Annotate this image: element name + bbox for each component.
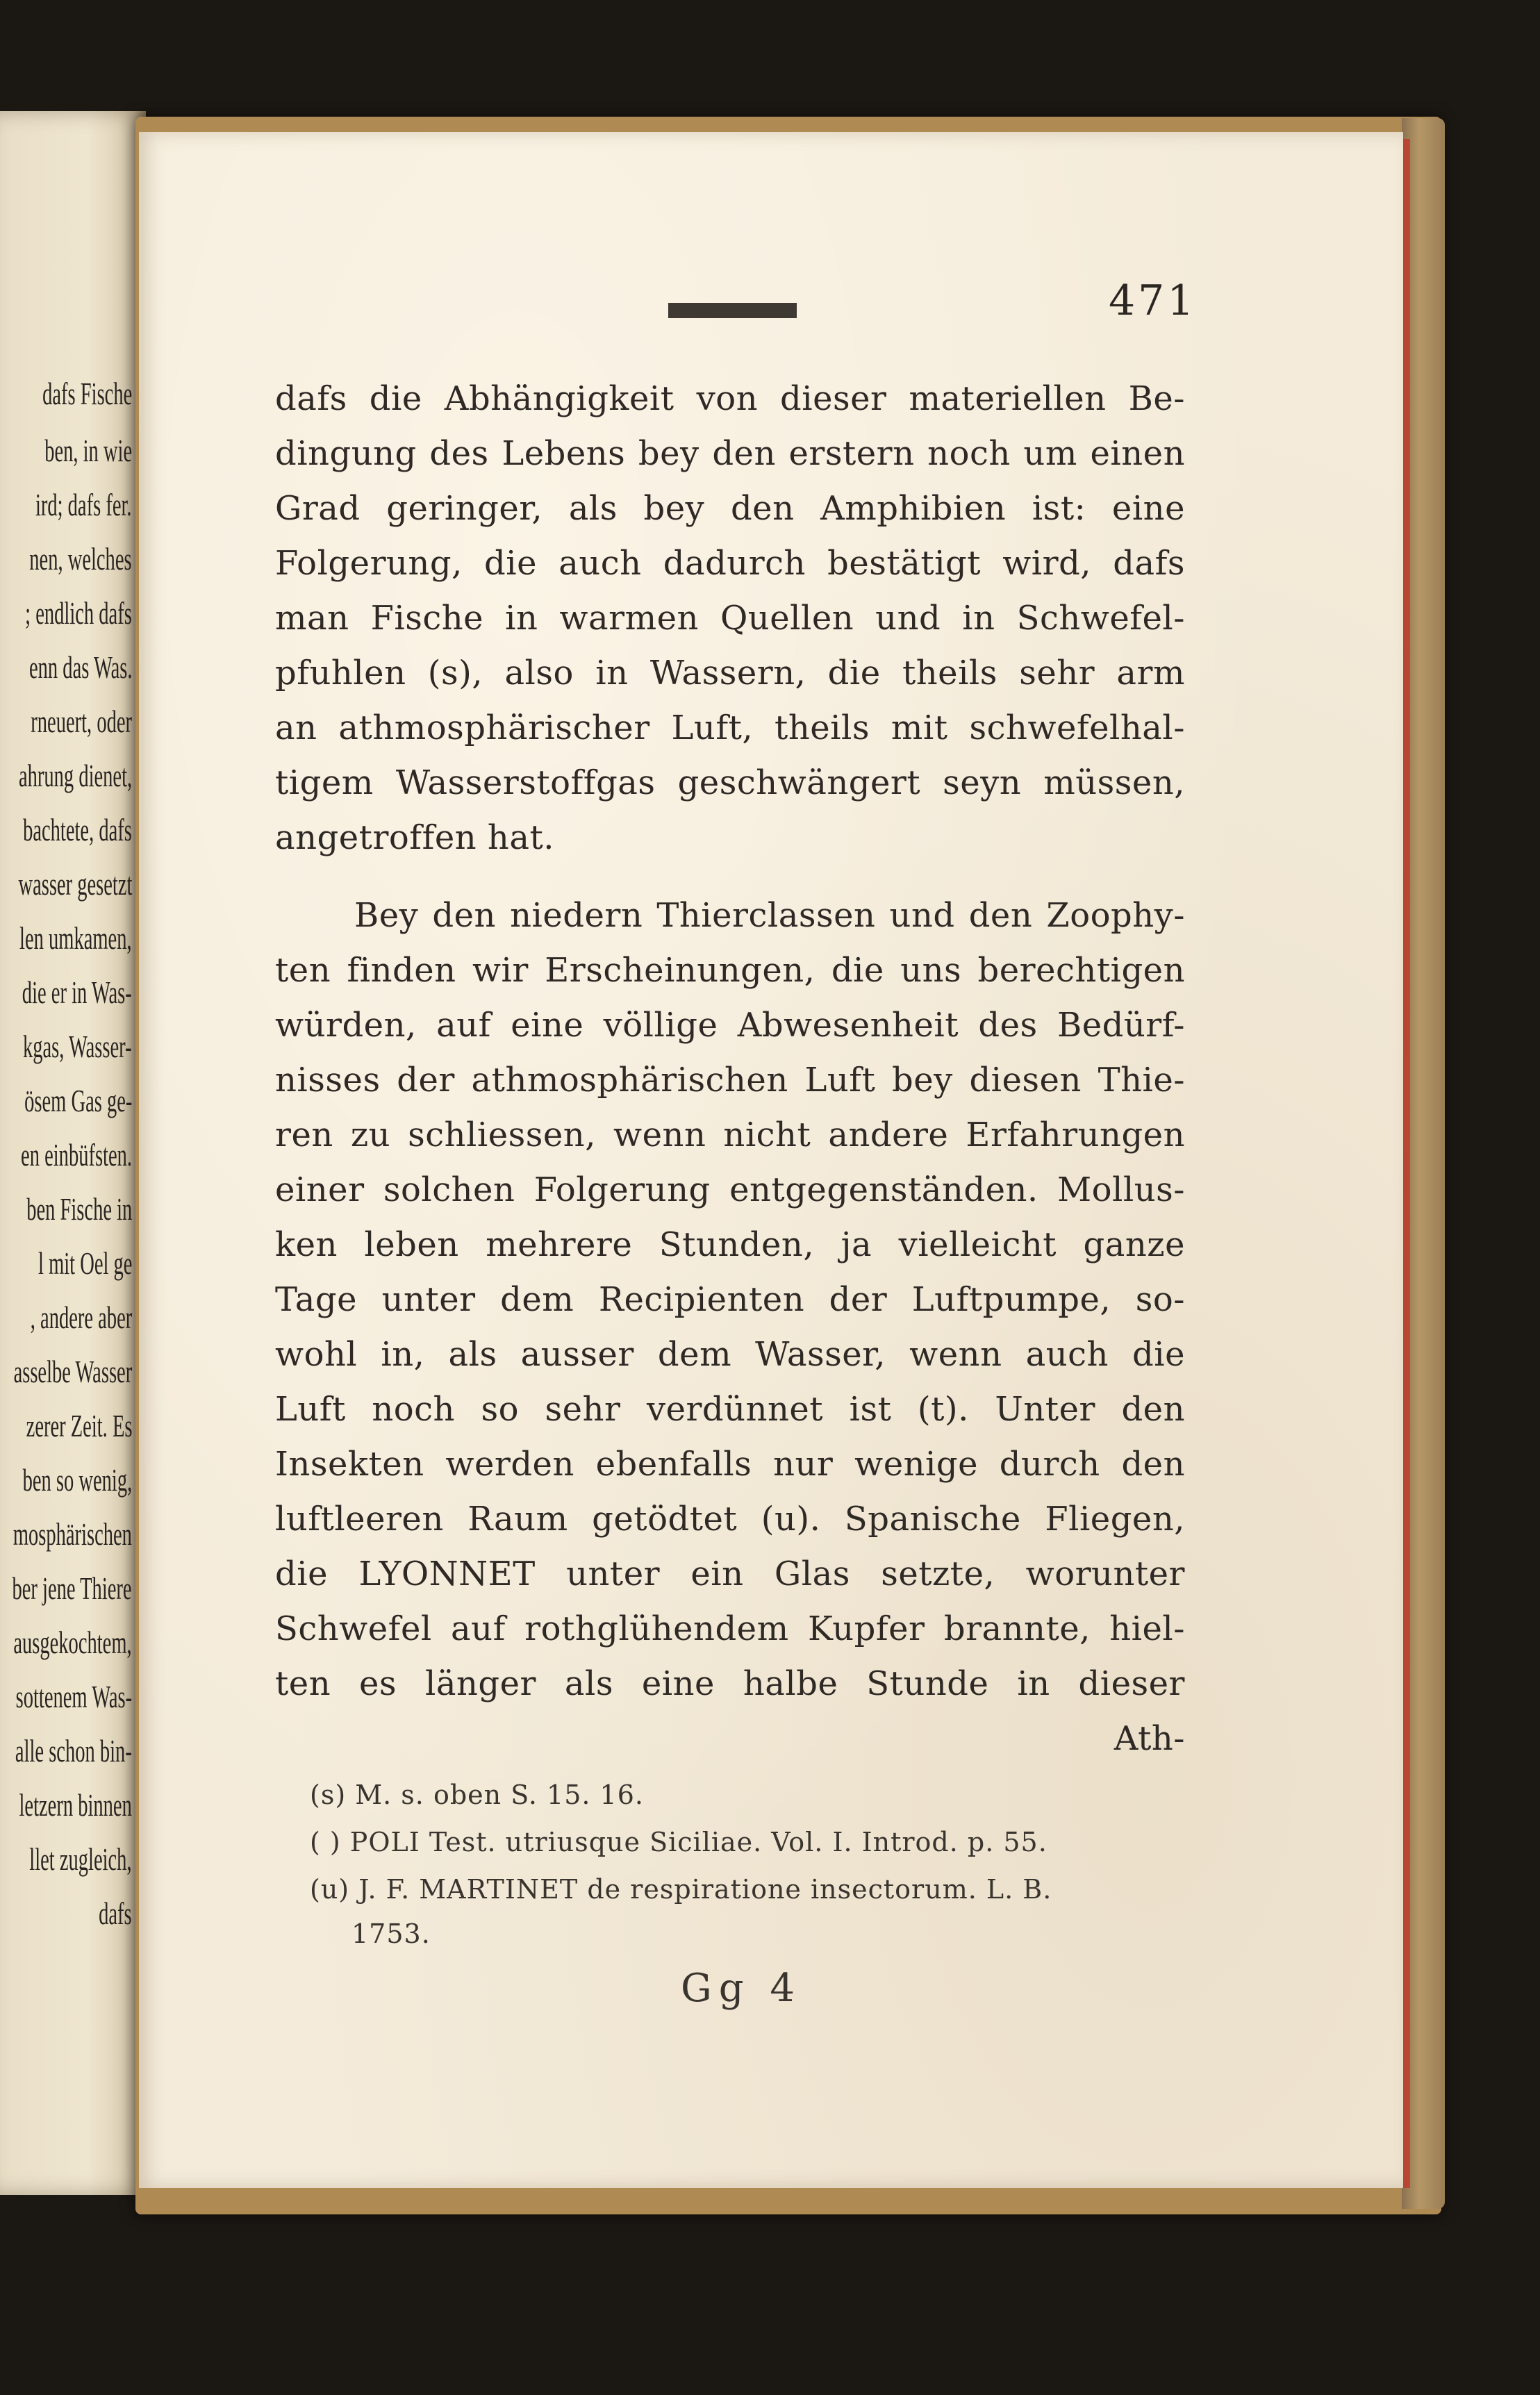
- text-line: Folgerung, die auch dadurch bestätigt wird, dafs: [275, 544, 1185, 583]
- footnote-u-year: 1753.: [351, 1919, 431, 1949]
- text-line: pfuhlen (s), also in Wassern, die theils sehr arm: [275, 654, 1185, 693]
- text-line: ten es länger als eine halbe Stunde in dieser: [275, 1664, 1185, 1703]
- facing-line: alle schon bin-: [15, 1733, 132, 1768]
- text-line: würden, auf eine völlige Abwesenheit des Bedürf-: [275, 1006, 1185, 1045]
- text-line: man Fische in warmen Quellen und in Schwefel-: [275, 599, 1185, 638]
- text-line: Schwefel auf rothglühendem Kupfer brannte, hiel-: [275, 1609, 1185, 1648]
- facing-line: ahrung dienet,: [18, 758, 132, 793]
- facing-line: wasser gesetzt: [18, 866, 132, 902]
- text-line: an athmosphärischer Luft, theils mit schwefelhal-: [275, 708, 1185, 747]
- facing-line: ber jene Thiere: [12, 1571, 132, 1606]
- facing-line: nen, welches: [29, 541, 132, 577]
- catchword: Ath-: [1113, 1719, 1185, 1758]
- text-line: ten finden wir Erscheinungen, die uns berechtigen: [275, 951, 1185, 990]
- facing-line: asselbe Wasser: [13, 1354, 132, 1389]
- facing-line: dafs Fische: [42, 376, 132, 411]
- page-number: 471: [1109, 276, 1197, 325]
- facing-line: die er in Was-: [22, 975, 132, 1010]
- facing-line: enn das Was.: [28, 649, 132, 685]
- facing-line: ausgekochtem,: [13, 1625, 132, 1660]
- text-line: Bey den niedern Thierclassen und den Zoophy-: [354, 896, 1185, 935]
- facing-line: ben Fische in: [26, 1191, 132, 1227]
- facing-line: mosphärischen: [13, 1516, 132, 1552]
- text-line: Insekten werden ebenfalls nur wenige durch den: [275, 1445, 1185, 1484]
- text-line: luftleeren Raum getödtet (u). Spanische Fliegen,: [275, 1500, 1185, 1539]
- facing-line: ben, in wie: [44, 433, 132, 468]
- facing-line: kgas, Wasser-: [23, 1029, 132, 1064]
- facing-line: zerer Zeit. Es: [26, 1408, 132, 1443]
- facing-line: bachtete, dafs: [23, 812, 132, 847]
- signature-mark: Gg 4: [681, 1966, 802, 2011]
- facing-line: ösem Gas ge-: [24, 1083, 132, 1118]
- text-line: Tage unter dem Recipienten der Luftpumpe, so-: [275, 1280, 1185, 1319]
- facing-line: rneuert, oder: [31, 704, 132, 739]
- book-page: [139, 132, 1403, 2188]
- text-line: ken leben mehrere Stunden, ja vielleicht ganze: [275, 1225, 1185, 1264]
- facing-line: en einbüfsten.: [21, 1137, 132, 1172]
- facing-line: ; endlich dafs: [25, 595, 132, 631]
- facing-page-fragment: [0, 111, 146, 2195]
- text-line: die LYONNET unter ein Glas setzte, worunter: [275, 1555, 1185, 1593]
- facing-line: sottenem Was-: [15, 1679, 132, 1714]
- facing-line: l mit Oel ge: [38, 1245, 132, 1281]
- text-line: einer solchen Folgerung entgegenständen. Mollus-: [275, 1170, 1185, 1209]
- text-line: ren zu schliessen, wenn nicht andere Erfahrungen: [275, 1116, 1185, 1154]
- footnote-s: (s) M. s. oben S. 15. 16.: [310, 1780, 644, 1810]
- header-rule: [668, 303, 797, 318]
- footnote-t: ( ) POLI Test. utriusque Siciliae. Vol. I. Introd. p. 55.: [310, 1827, 1048, 1857]
- facing-line: llet zugleich,: [29, 1841, 132, 1877]
- facing-line: len umkamen,: [19, 920, 132, 956]
- text-line: nisses der athmosphärischen Luft bey diesen Thie-: [275, 1061, 1185, 1100]
- facing-line: letzern binnen: [19, 1787, 132, 1823]
- facing-line: dafs: [99, 1896, 132, 1931]
- text-line: Grad geringer, als bey den Amphibien ist: eine: [275, 489, 1185, 528]
- page-edge-color: [1403, 139, 1410, 2188]
- footnote-u: (u) J. F. MARTINET de respiratione insectorum. L. B.: [310, 1874, 1052, 1905]
- text-line: angetroffen hat.: [275, 818, 554, 857]
- text-line: dingung des Lebens bey den erstern noch um einen: [275, 434, 1185, 473]
- text-line: wohl in, als ausser dem Wasser, wenn auch die: [275, 1335, 1185, 1374]
- text-line: tigem Wasserstoffgas geschwängert seyn müssen,: [275, 763, 1185, 802]
- text-line: dafs die Abhängigkeit von dieser materiellen Be-: [275, 379, 1185, 418]
- text-line: Luft noch so sehr verdünnet ist (t). Unter den: [275, 1390, 1185, 1429]
- facing-line: ird; dafs fer.: [35, 487, 132, 522]
- facing-line: ben so wenig,: [22, 1462, 132, 1498]
- facing-line: , andere aber: [30, 1300, 132, 1335]
